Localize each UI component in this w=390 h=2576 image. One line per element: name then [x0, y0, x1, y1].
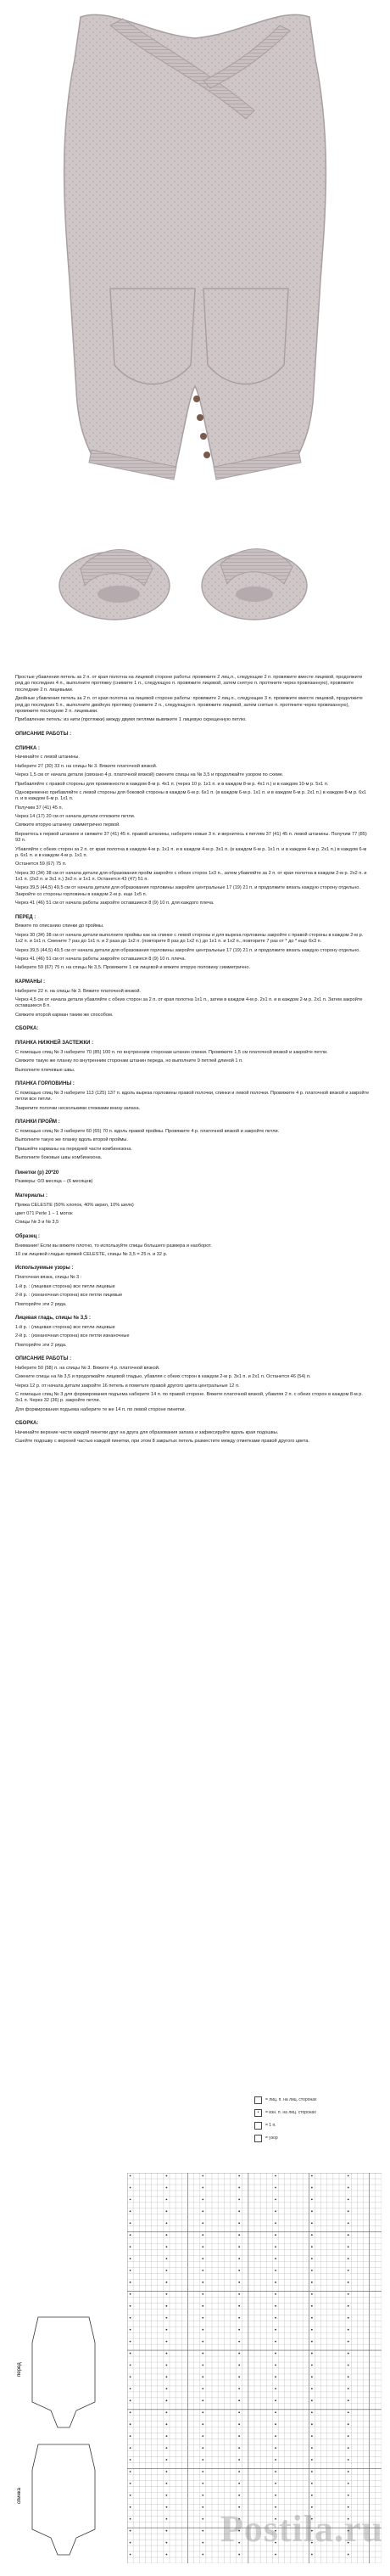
materials-list: [15, 1203, 371, 1226]
step: Через 30 (34) 38 см от начала детали выполните проймы как на спинке с левой стороны и для выреза горловины закройте с правой стороны в каждом 2-м р. 1х2 п. и 1х1 п. Смените 7 раз до 1х1 п. и 2 раза до 1х2 п. (повторите 8 раз до 1х2 п.) до 1х1 п. и 1х2 п., повторите 7 раз от * до * еще 6х3 п.: [15, 932, 364, 945]
step: Наберите 50 (58) п. на спицы № 3. Вяжите 4 р. платочной вязкой.: [15, 1365, 160, 1371]
schematic-back-label: спинка: [17, 2487, 22, 2504]
material-item: Спицы № 3 и № 3,5: [15, 1220, 59, 1226]
legend-swatch: •: [254, 2109, 262, 2117]
step: Начинайте с левой штанины.: [15, 755, 80, 760]
section-title-materials: Материалы :: [15, 1193, 47, 1198]
step: Наберите 22 п. на спицы № 3. Вяжите платочной вязкой.: [15, 988, 142, 994]
section-title-booties-assembly: СБОРКА:: [15, 1421, 39, 1427]
step: Вернитесь к первой штанине и свяжите 37 (41) 45 п. правой штанины, наберите новые 3 п. и вернитесь к петлям 37 (41) 45 п. левой штанины. Получим 77 (85) 93 п.: [15, 831, 367, 844]
step: Через 4,5 см от начала детали убавляйте с обеих сторон за 2 п. от края полотна 1х1 п., затем в каждом 4-м р. 2х1 п. и в каждом 2-м р. 2х1 п. Затем закройте оставшиеся 8 п.: [15, 997, 363, 1009]
sample-item: 10 см лицевой гладью пряжей CELESTE, спицы № 3,5 = 25 п. и 32 р.: [15, 1252, 168, 1258]
intro-paragraph: Двойные убавления петель за 2 п. от края полотна на лицевой стороне работы: провяжите 2 лиц.п., следующие 3 п. провяжите вместе лицевой, продолжите ряд до последних 5 п., выполните двойную протяжку (снимите 2 п., следующую п. провяжите лицевой, затем снятые п. протяните через провязанную), провяжите последние 2 п. лицевыми.: [15, 696, 363, 714]
step: Убавляйте с обеих сторон за 2 п. от края полотна в каждом 4-м р. 1х1 п. и в каждом 4-м р. 3х1 п. (в каждом 6-м р. 1х1 п. и в каждом 4-м р. 2х1 п.) в каждом 6-м р. 6х1 п. и в каждом 4-м р. 1х1 п.: [15, 846, 367, 858]
sizes: Размеры: 0/3 месяца – (6 месяцев): [15, 1179, 93, 1185]
step: Получим 37 (41) 45 п.: [15, 805, 64, 811]
bootie-left: [59, 550, 170, 620]
step: Выполните плечевые швы.: [15, 1067, 75, 1073]
step: С помощью спиц № 3 наберите 70 (85) 100 п. по внутренним сторонам штанин спинки. Провяжите 1,5 см платочной вязкой и закройте петли.: [15, 1049, 328, 1055]
section-title-neck: ПЛАНКА ГОРЛОВИНЫ :: [15, 1081, 75, 1087]
watermark: Postila.ru: [220, 2507, 383, 2550]
step: С помощью спиц № 3 наберите 113 (125) 137 п. вдоль выреза горловины правой полочки, спинки и левой полочки. Провяжите 4 р. платочной вязкой и закройте петли все петли.: [15, 1090, 370, 1103]
schematic-front-outline: [32, 2317, 95, 2427]
section-title-assembly: СБОРКА:: [15, 1026, 39, 1032]
legend-swatch: [254, 2122, 262, 2130]
section-title-front: ПЕРЕД :: [15, 914, 36, 920]
romper-illustration: [0, 0, 390, 654]
legend-swatch: [254, 2135, 262, 2142]
stitch-item: 1-й р. : (лицевая сторона) все петли лицевые: [15, 1283, 115, 1289]
instructions: [15, 675, 371, 1448]
step: С помощью спиц № 3 наберите 60 (65) 70 п. вдоль правой проймы. Провяжите 4 р. платочной вязкой и закройте петли.: [15, 1129, 280, 1134]
legend-row: [254, 2135, 382, 2142]
section-title-stockinette: Лицевая гладь, спицы № 3,5 :: [15, 1315, 91, 1321]
stitch-item: Платочная вязка, спицы № 3 :: [15, 1275, 82, 1281]
step: Для формирования подъема наберите те же 14 п. по левой стороне пинетки.: [15, 1406, 187, 1412]
stitch-item: 1-й р. : (лицевая сторона) все петли лицевые: [15, 1324, 115, 1330]
step: Свяжите такую же планку по внутренним сторонам штанин переда, но выполните 9 петлей длиной 1 п.: [15, 1058, 243, 1064]
section-title-placket: ПЛАНКА НИЖНЕЙ ЗАСТЕЖКИ :: [15, 1041, 94, 1047]
step: Останется 59 (67) 75 п.: [15, 861, 67, 867]
step: Через 41 (46) 51 см от начала работы закройте оставшиеся 8 (9) 10 п. плеча.: [15, 956, 186, 962]
step: Свяжите вторую штанину симметрично первой.: [15, 822, 120, 828]
intro-notes: [15, 675, 371, 724]
section-title-armhole: ПЛАНКИ ПРОЙМ :: [15, 1120, 60, 1125]
step: Свяжите второй карман таким же способом.: [15, 1012, 114, 1018]
legend-label: = 1 п.: [265, 2123, 276, 2129]
material-item: Пряжа CELESTE (50% хлопок, 40% акрил, 10% шелк): [15, 1202, 134, 1208]
section-title-samples: Образец :: [15, 1233, 41, 1239]
armhole-instructions: [15, 1129, 371, 1162]
stitch-item: 2-й р. : (изнаночная сторона) все петли лицевые: [15, 1293, 123, 1299]
intro-paragraph: Простые убавления петель за 2 п. от края полотна на лицевой стороне работы: провяжите 2 лиц.п., следующие 2 п. провяжите вместе лицевой, продолжите ряд до последних 4 п., выполните протяжку (снимите 1 п., следующую п. провяжите лицевой, затем снятую п. протяните через провязанную), провяжите последние 2 п. лицевыми.: [15, 675, 363, 693]
schematic-front-label: перед: [17, 2362, 22, 2377]
placket-instructions: [15, 1050, 371, 1074]
step: Через 14 (17) 20 см от начала детали отложите петли.: [15, 814, 136, 820]
booties-instructions: [15, 1366, 371, 1413]
step: Пришейте карманы на передней части комбинезона.: [15, 1146, 132, 1152]
step: Через 41 (46) 51 см от начала работы закройте оставшиеся 8 (9) 10 п. для каждого плеча.: [15, 901, 214, 906]
bootie-right: [202, 549, 307, 620]
step: Через 1,5 см от начала детали (связано 4 р. платочной вязкой) смените спицы на № 3,5 и продолжайте узором по схеме.: [15, 772, 284, 778]
stitch-legend: [254, 2096, 382, 2147]
section-title-description: ОПИСАНИЕ РАБОТЫ :: [15, 731, 72, 737]
legend-swatch: [254, 2096, 262, 2104]
intro-paragraph: Прибавление петель: из нити (протяжки) между двумя петлями вывяжите 1 лицевую скрещенную петлю.: [15, 717, 247, 723]
step: Смените спицы на № 3,5 и продолжайте лицевой гладью, убавляя с обеих сторон в каждом 2-м р. 3х1 п. и 2х1 п. Останется 46 (54) п.: [15, 1374, 311, 1380]
legend-row: [254, 2109, 382, 2117]
legend-label: = лиц. п. на лиц. сторонах: [265, 2097, 317, 2103]
step: Наберите 59 (67) 75 п. на спицы № 3,5. Провяжите 1 см лицевой и вяжите вторую половину симметрично.: [15, 965, 251, 971]
section-title-booties-desc: ОПИСАНИЕ РАБОТЫ :: [15, 1355, 72, 1361]
step: Одновременно прибавляйте с левой стороны для боковой стороны в каждом 6-м р. 6х1 п. (в каждом 6-м р. 1х1 п. и в каждом 6-м р. 2х1 п.) в каждом 8-м р. 6х1 п. и в каждом 6-м р. 1х1 п.: [15, 789, 367, 802]
stitches-list: [15, 1275, 371, 1308]
schematic-back-outline: [32, 2444, 95, 2555]
step: Через 30 (34) 38 см от начала детали для образования пройм закройте с обеих сторон 1х3 п., затем убавляйте за 2 п. от края полотна в каждом 2-м р. 2х2 п. и 1х1 п. (2х2 п. и 3х1 п.) 3х2 п. и 1х1 п. Останется 43 (47) 51 п.: [15, 870, 367, 883]
sample-item: Внимание! Если вы вяжете плотно, то используйте спицы большего размера и наоборот.: [15, 1243, 212, 1249]
legend-row: [254, 2122, 382, 2130]
step: Вяжите по описанию спинки до проймы.: [15, 923, 104, 929]
material-item: цвет 071 Perle 1 – 1 моток: [15, 1211, 73, 1217]
legend-row: [254, 2096, 382, 2104]
step: Прибавляйте с правой стороны для промежности в каждом 8-м р. 4х1 п. (через 10 р. 1х1 п. и в каждом 8-м р. 4х1 п.) и в каждом 10-м р. 5х1 п.: [15, 781, 329, 787]
section-title-pockets: КАРМАНЫ :: [15, 979, 46, 985]
legend-label: = узор: [265, 2135, 278, 2141]
legend-label: = изн. п. на лиц. сторонах: [265, 2110, 316, 2116]
neck-instructions: [15, 1091, 371, 1112]
booties-assembly: [15, 1430, 371, 1445]
step: С помощью спиц № 3 для формирования подъема наберите 14 п. по правой стороне. Вяжите платочной вязкой, убавляя 2 п. с обеих сторон в каждом 8-м р. 3х1 п. Через 32 (36) р. закройте петли.: [15, 1391, 363, 1404]
step: Через 39,5 (44,5) 49,5 см от начала детали для образования горловины закройте центральные 17 (19) 21 п. и продолжите вязать каждую сторону отдельно.: [15, 947, 360, 953]
front-instructions: [15, 923, 371, 971]
step: Наберите 27 (30) 33 п. на спицы № 3. Вяжите платочной вязкой.: [15, 763, 158, 769]
step: Выполните боковые швы комбинезона.: [15, 1155, 103, 1161]
stitch-item: 2-й р. : (изнаночная сторона) все петли изнаночные: [15, 1333, 130, 1339]
left-pocket: [110, 289, 195, 384]
right-pocket: [203, 289, 288, 384]
diagrams: [0, 2096, 390, 2576]
step: Выполните такую же планку вдоль второй проймы.: [15, 1137, 128, 1143]
stockinette-list: [15, 1325, 371, 1349]
step: Через 39,5 (44,5) 49,5 см от начала детали для образования горловины закройте центральные 17 (19) 21 п. и продолжите вязать каждую сторону отдельно. Закройте со стороны горловины в каждом 2-м р. еще 1х5 п.: [15, 885, 360, 897]
step: Через 12 р. от начала детали закройте 16 петель и пометьте правой другого цвета центральные 12 п.: [15, 1383, 240, 1389]
romper-body: [64, 14, 326, 475]
pockets-instructions: [15, 989, 371, 1019]
section-title-back: СПИНКА :: [15, 745, 40, 751]
stitch-item: Повторяйте эти 2 ряда.: [15, 1301, 67, 1307]
section-title-stitches: Используемые узоры :: [15, 1266, 74, 1271]
step: Начинайте верхние части каждой пинетки друг на друга для образования запаха и зафиксируйте вдоль края подошвы.: [15, 1429, 279, 1435]
size-schematic: [17, 2309, 110, 2563]
step: Сшейте подошву с верхней частью каждой пинетки, при этом 8 закрытых петель разместите между отметками правой другого цвета.: [15, 1439, 310, 1445]
stitch-item: Повторяйте эти 2 ряда.: [15, 1342, 67, 1348]
back-instructions: [15, 755, 371, 906]
product-photo: [0, 0, 390, 654]
samples-list: [15, 1243, 371, 1259]
step: Закрепите полочки несколькими стежками внизу запаха.: [15, 1105, 141, 1111]
booties-title: Пинетки (р) 20*20: [15, 1170, 59, 1176]
